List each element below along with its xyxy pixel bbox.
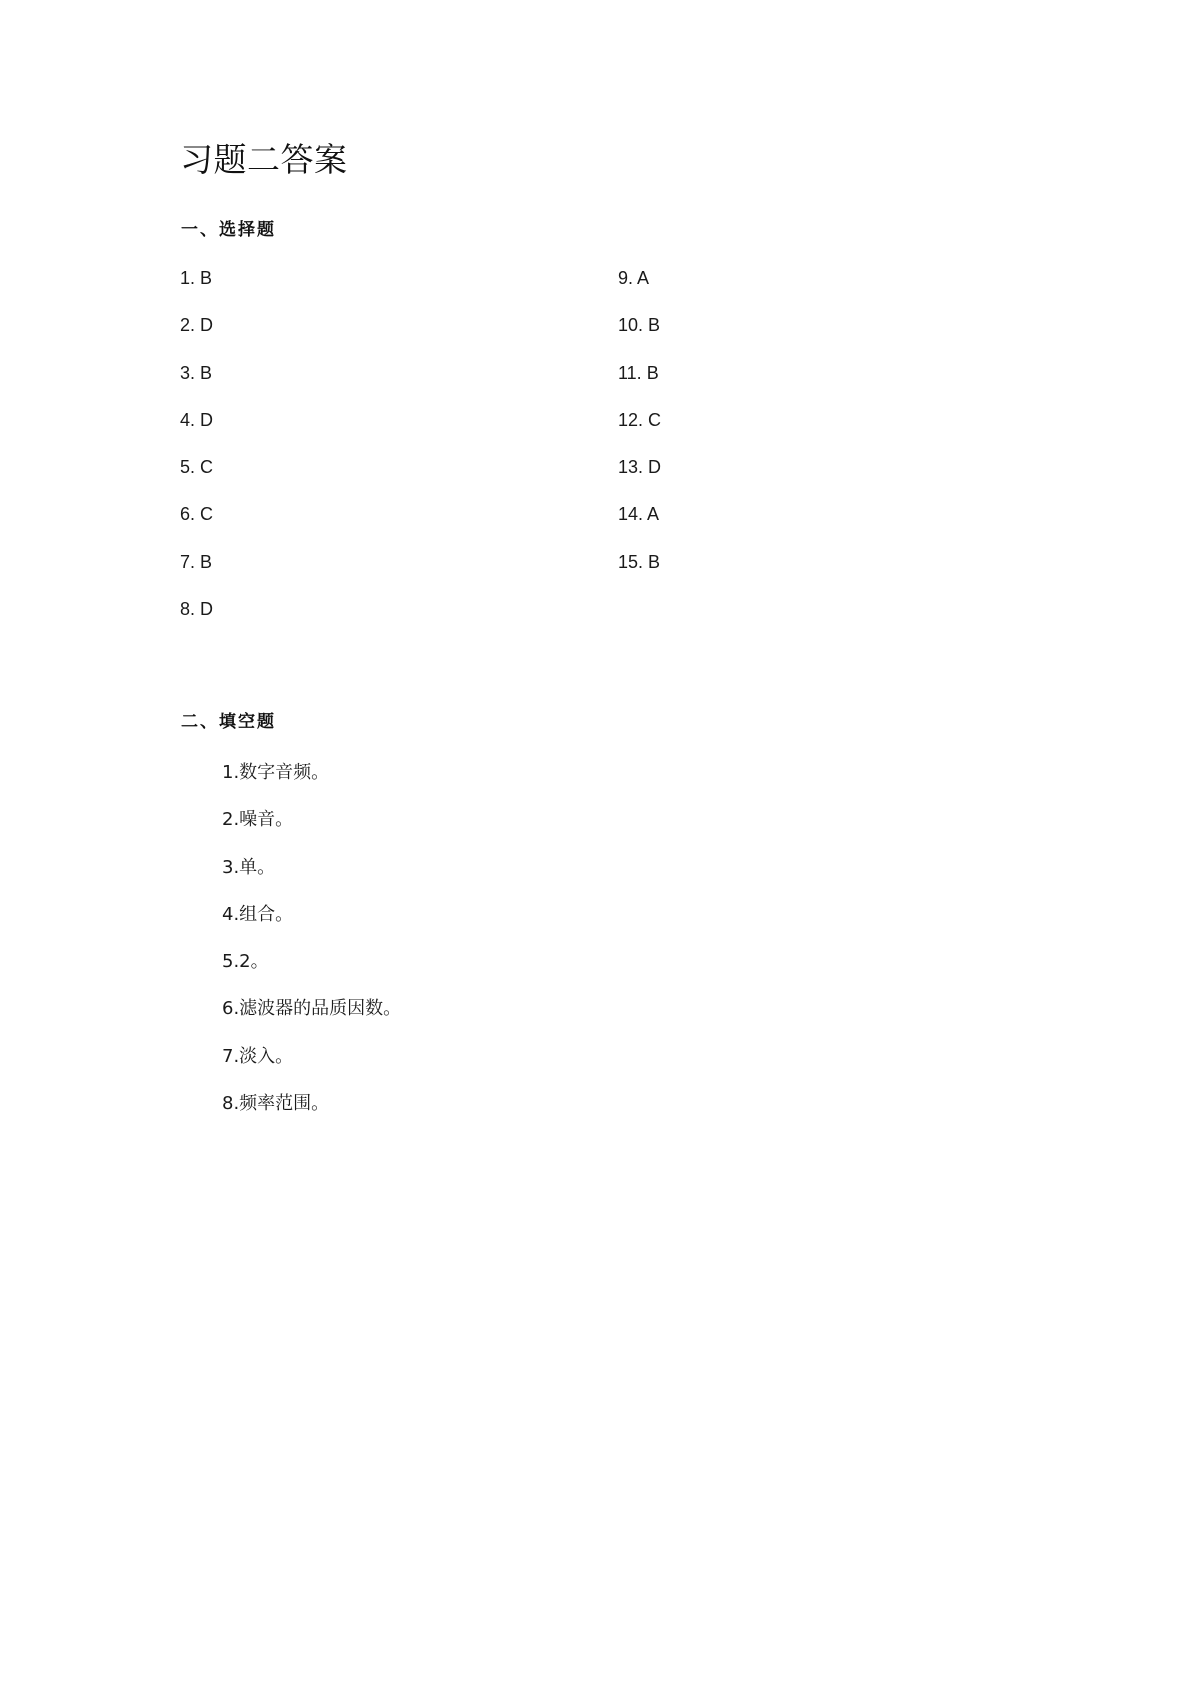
section-heading-fill-in-blank: 二、填空题 bbox=[181, 712, 276, 732]
fill-answer-item: 1.数字音频。 bbox=[222, 762, 330, 783]
answer-item: 13. D bbox=[618, 457, 662, 478]
fill-answer-item: 2.噪音。 bbox=[222, 809, 294, 831]
page-title: 习题二答案 bbox=[180, 140, 348, 179]
answer-item: 14. A bbox=[618, 504, 660, 525]
answer-item: 6. C bbox=[180, 504, 214, 525]
answer-item: 12. C bbox=[618, 409, 662, 430]
multiple-choice-left-column bbox=[180, 267, 213, 645]
fill-in-blank-list bbox=[222, 762, 401, 1140]
answer-item: 1. B bbox=[180, 268, 213, 288]
answer-item: 11. B bbox=[618, 362, 659, 383]
answer-item: 7. B bbox=[180, 551, 213, 572]
answer-item: 15. B bbox=[618, 551, 661, 572]
answer-item: 9. A bbox=[618, 268, 650, 288]
fill-answer-item: 5.2。 bbox=[222, 951, 269, 973]
answer-item: 5. C bbox=[180, 457, 214, 478]
fill-answer-item: 7.淡入。 bbox=[222, 1045, 294, 1067]
answer-item: 10. B bbox=[618, 315, 661, 336]
answer-item: 8. D bbox=[180, 599, 214, 620]
section-heading-multiple-choice: 一、选择题 bbox=[181, 220, 276, 240]
fill-answer-item: 3.单。 bbox=[222, 856, 276, 878]
multiple-choice-right-column bbox=[618, 267, 661, 598]
answer-item: 3. B bbox=[180, 362, 213, 383]
fill-answer-item: 6.滤波器的品质因数。 bbox=[222, 998, 402, 1020]
fill-answer-item: 4.组合。 bbox=[222, 903, 294, 925]
answer-item: 4. D bbox=[180, 409, 214, 430]
answer-item: 2. D bbox=[180, 315, 214, 336]
fill-answer-item: 8.频率范围。 bbox=[222, 1093, 330, 1115]
